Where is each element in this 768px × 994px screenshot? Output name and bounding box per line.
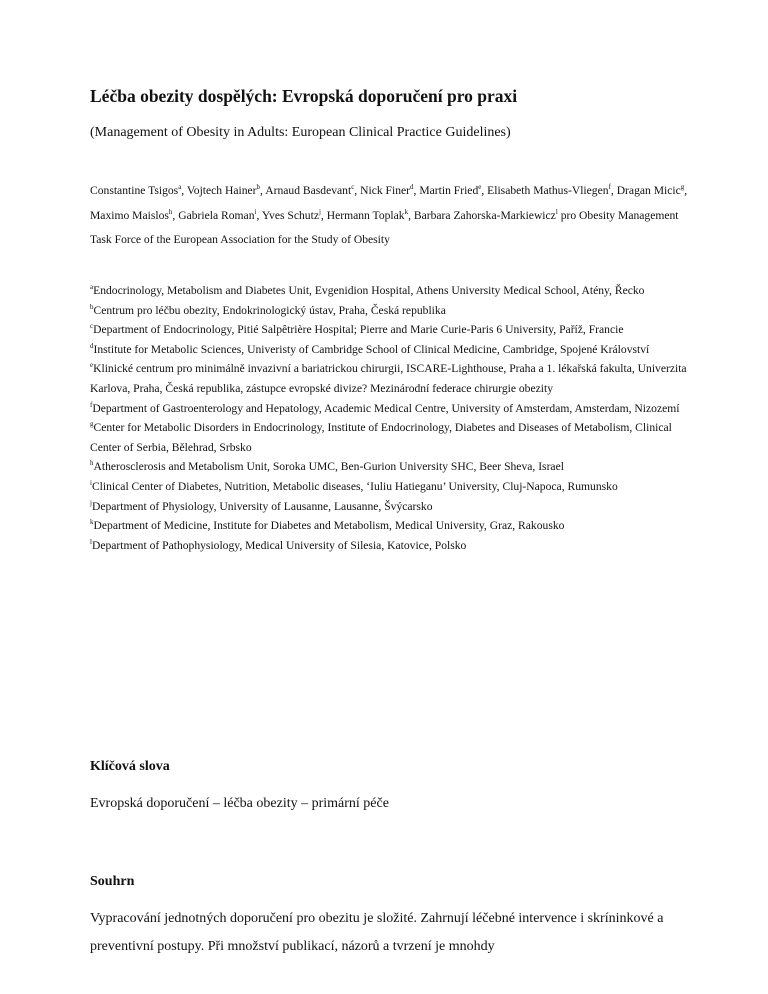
author-separator: , bbox=[181, 184, 187, 197]
author-name: Hermann Toplak bbox=[326, 208, 405, 222]
affiliation-mark: h bbox=[90, 459, 94, 468]
author-name: Arnaud Basdevant bbox=[265, 184, 352, 197]
affiliation-text: Department of Pathophysiology, Medical University of Silesia, Katovice, Polsko bbox=[91, 538, 467, 552]
author-name: Maximo Maislos bbox=[90, 208, 169, 222]
affiliation-mark: c bbox=[90, 322, 94, 331]
author-affiliation-mark: a bbox=[178, 183, 182, 191]
affiliation-item bbox=[90, 320, 700, 340]
affiliation-text: Department of Endocrinology, Pitié Salpêtrière Hospital; Pierre and Marie Curie-Paris 6 University, Paříž, Francie bbox=[93, 323, 624, 337]
author-name: Nick Finer bbox=[360, 184, 411, 197]
affiliation-mark: g bbox=[90, 420, 94, 429]
author-affiliation-mark: f bbox=[608, 183, 611, 191]
author-affiliation-mark: g bbox=[680, 183, 685, 191]
author-name: Constantine Tsigos bbox=[90, 184, 179, 197]
author-affiliation-mark: b bbox=[256, 183, 261, 191]
affiliation-text: Atherosclerosis and Metabolism Unit, Soroka UMC, Ben-Gurion University SHC, Beer Sheva, Israel bbox=[93, 460, 564, 474]
affiliation-mark: l bbox=[90, 537, 92, 546]
author-list bbox=[90, 179, 690, 253]
keywords-text: Evropská doporučení – léčba obezity – primární péče bbox=[90, 796, 389, 811]
affiliation-item bbox=[90, 359, 700, 398]
affiliation-text: Center for Metabolic Disorders in Endocrinology, Institute of Endocrinology, Diabetes and Diseases of Metabolism, Clinical Center of Serbia, Bělehrad, Srbsko bbox=[90, 421, 672, 454]
author-name: Dragan Micic bbox=[616, 184, 681, 197]
author-affiliation-mark: h bbox=[168, 207, 173, 216]
author-separator: , bbox=[320, 208, 327, 222]
affiliation-mark: k bbox=[90, 518, 94, 527]
affiliation-item bbox=[90, 497, 700, 517]
author-separator: , bbox=[610, 184, 617, 197]
affiliation-item bbox=[90, 301, 700, 321]
affiliation-mark: d bbox=[90, 341, 94, 350]
affiliation-mark: b bbox=[90, 302, 94, 311]
affiliation-text: Klinické centrum pro minimálně invazivní a bariatrickou chirurgii, ISCARE-Lighthouse, Praha a 1. lékařská fakulta, Univerzita Karlova, Praha, Česká republika, zástupce evropské divize? Mezinárodní federace chirurgie obezity bbox=[90, 362, 687, 395]
affiliation-text: Centrum pro léčbu obezity, Endokrinologický ústav, Praha, Česká republika bbox=[93, 303, 446, 317]
author-separator: , bbox=[413, 184, 420, 197]
author-separator: , bbox=[408, 208, 414, 222]
summary-heading: Souhrn bbox=[90, 874, 135, 889]
author-name: Martin Fried bbox=[419, 184, 479, 197]
author-separator: , bbox=[481, 184, 488, 197]
affiliation-item bbox=[90, 340, 700, 360]
paper-title: Léčba obezity dospělých: Evropská doporučení pro praxi bbox=[90, 86, 518, 106]
summary-text: Vypracování jednotných doporučení pro obezitu je složité. Zahrnují léčebné intervence i skríninkové a preventivní postupy. Při množství publikací, názorů a tvrzení je mnohdy bbox=[90, 911, 664, 954]
affiliation-text: Department of Physiology, University of Lausanne, Lausanne, Švýcarsko bbox=[91, 499, 433, 513]
author-separator: , bbox=[354, 184, 361, 197]
author-affiliation-mark: d bbox=[410, 183, 414, 191]
paper-subtitle: (Management of Obesity in Adults: European Clinical Practice Guidelines) bbox=[90, 125, 511, 140]
author-separator: , bbox=[260, 184, 266, 197]
affiliation-item bbox=[90, 516, 700, 536]
author-name: Gabriela Roman bbox=[178, 208, 255, 222]
author-name: Vojtech Hainer bbox=[186, 184, 257, 197]
keywords-heading: Klíčová slova bbox=[90, 759, 170, 774]
affiliation-text: Clinical Center of Diabetes, Nutrition, Metabolic diseases, ‘Iuliu Hatieganu’ University, Cluj-Napoca, Rumunsko bbox=[91, 479, 618, 493]
affiliation-mark: i bbox=[90, 478, 92, 487]
affiliation-item bbox=[90, 399, 700, 419]
authors-suffix: pro Obesity Management Task Force of the European Association for the Study of Obesity bbox=[90, 208, 679, 247]
author-name: Yves Schutz bbox=[261, 208, 319, 222]
author-separator: , bbox=[172, 208, 179, 222]
affiliation-item bbox=[90, 536, 700, 556]
affiliation-text: Department of Medicine, Institute for Diabetes and Metabolism, Medical University, Graz, Rakousko bbox=[93, 519, 565, 533]
affiliation-item bbox=[90, 477, 700, 497]
affiliation-item bbox=[90, 418, 700, 457]
affiliation-text: Endocrinology, Metabolism and Diabetes Unit, Evgenidion Hospital, Athens University Medical School, Atény, Řecko bbox=[93, 284, 645, 297]
author-affiliation-mark: k bbox=[404, 207, 409, 216]
author-name: Elisabeth Mathus-Vliegen bbox=[487, 184, 609, 197]
author-affiliation-mark: l bbox=[555, 207, 558, 216]
affiliation-mark: f bbox=[90, 400, 93, 409]
author-name: Barbara Zahorska-Markiewicz bbox=[413, 208, 556, 222]
affiliation-mark: a bbox=[90, 283, 94, 291]
affiliation-item bbox=[90, 281, 700, 301]
affiliation-text: Department of Gastroenterology and Hepatology, Academic Medical Centre, University of Amsterdam, Amsterdam, Nizozemí bbox=[92, 401, 680, 415]
author-affiliation-mark: j bbox=[318, 207, 321, 216]
affiliation-item bbox=[90, 457, 700, 477]
affiliation-mark: e bbox=[90, 361, 94, 370]
author-affiliation-mark: e bbox=[478, 183, 482, 191]
author-separator: , bbox=[684, 184, 688, 197]
author-affiliation-mark: c bbox=[351, 183, 355, 191]
affiliation-text: Institute for Metabolic Sciences, Univeristy of Cambridge School of Clinical Medicine, Cambridge, Spojené Království bbox=[93, 342, 650, 356]
affiliation-list bbox=[90, 281, 700, 555]
author-separator: , bbox=[256, 208, 262, 222]
author-affiliation-mark: i bbox=[254, 207, 257, 216]
affiliation-mark: j bbox=[90, 498, 92, 507]
